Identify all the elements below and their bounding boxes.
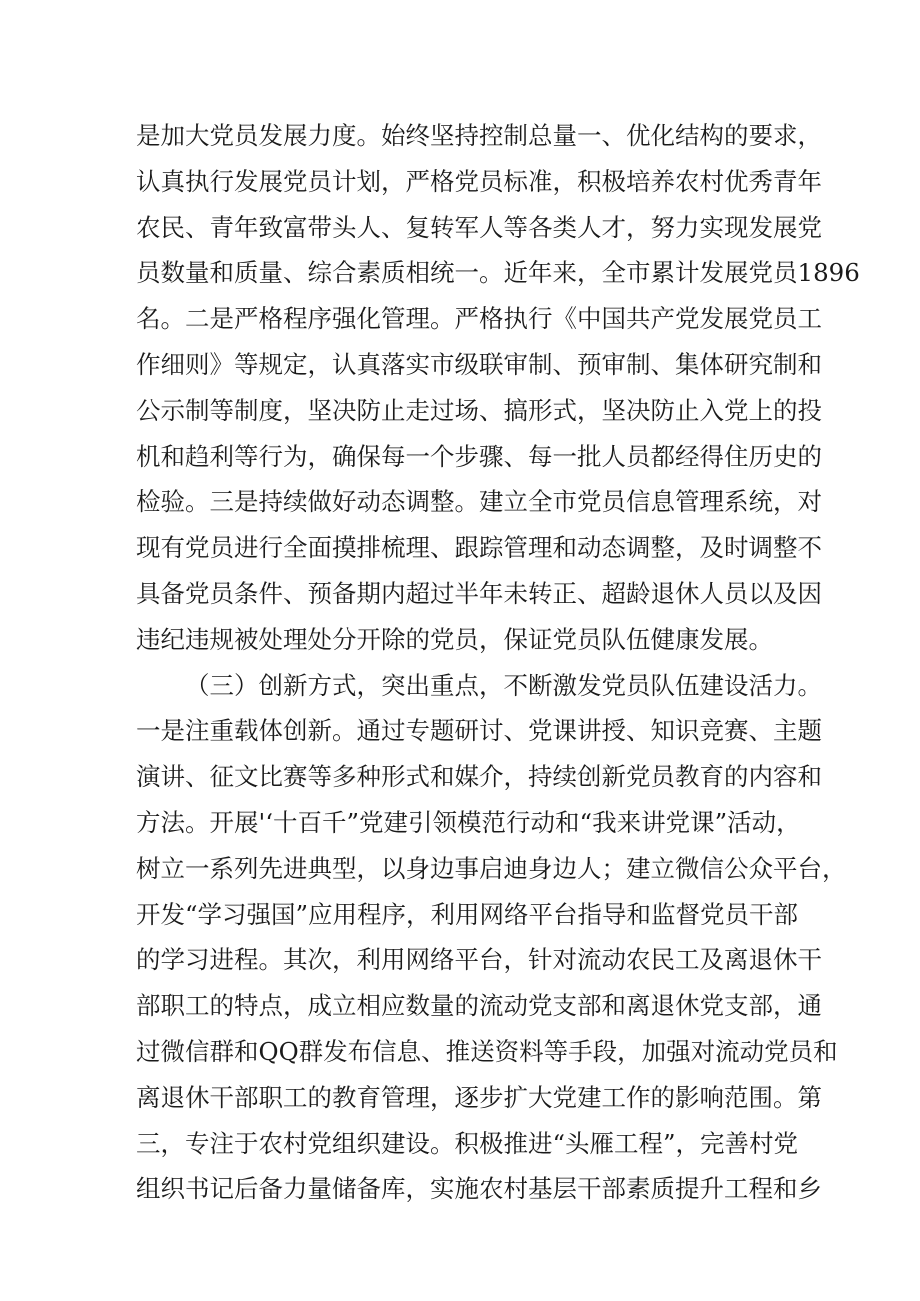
text-line: 树立一系列先进典型，以身边事启迪身边人；建立微信公众平台， xyxy=(136,853,847,883)
text-line: 公示制等制度，坚决防止走过场、搞形式，坚决防止入党上的投 xyxy=(136,395,822,425)
text-line: 演讲、征文比赛等多种形式和媒介，持续创新党员教育的内容和 xyxy=(136,762,822,792)
text-line: 机和趋利等行为，确保每一个步骤、每一批人员都经得住历史的 xyxy=(136,441,822,471)
text-line: 现有党员进行全面摸排梳理、跟踪管理和动态调整，及时调整不 xyxy=(136,533,822,563)
text-line: 组织书记后备力量储备库，实施农村基层干部素质提升工程和乡 xyxy=(136,1174,822,1204)
text-line: 员数量和质量、综合素质相统一。近年来，全市累计发展党员1896 xyxy=(136,258,860,288)
text-line: 具备党员条件、预备期内超过半年未转正、超龄退休人员以及因 xyxy=(136,578,822,608)
text-line: 开发“学习强国”应用程序，利用网络平台指导和监督党员干部 xyxy=(136,899,799,929)
text-line: 部职工的特点，成立相应数量的流动党支部和离退休党支部，通 xyxy=(136,991,822,1021)
text-line: 农民、青年致富带头人、复转军人等各类人才，努力实现发展党 xyxy=(136,212,822,242)
text-line: 名。二是严格程序强化管理。严格执行《中国共产党发展党员工 xyxy=(136,304,822,334)
body-text xyxy=(136,113,860,1212)
text-line: 检验。三是持续做好动态调整。建立全市党员信息管理系统，对 xyxy=(136,487,822,517)
text-line: 的学习进程。其次，利用网络平台，针对流动农民工及离退休干 xyxy=(136,945,822,975)
text-line: 认真执行发展党员计划，严格党员标准，积极培养农村优秀青年 xyxy=(136,166,822,196)
text-line: 离退休干部职工的教育管理，逐步扩大党建工作的影响范围。第 xyxy=(136,1082,822,1112)
text-line: 违纪违规被处理处分开除的党员，保证党员队伍健康发展。 xyxy=(136,624,773,654)
text-line: 方法。开展'‘十百千”党建引领模范行动和“我来讲党课”活动， xyxy=(136,807,801,837)
text-line: 一是注重载体创新。通过专题研讨、党课讲授、知识竞赛、主题 xyxy=(136,716,822,746)
text-line: 是加大党员发展力度。始终坚持控制总量一、优化结构的要求， xyxy=(136,121,822,150)
text-line: 过微信群和QQ群发布信息、推送资料等手段，加强对流动党员和 xyxy=(136,1036,838,1066)
text-line: 作细则》等规定，认真落实市级联审制、预审制、集体研究制和 xyxy=(136,349,822,379)
text-line: 三，专注于农村党组织建设。积极推进“头雁工程”，完善村党 xyxy=(136,1128,799,1158)
section-heading: （三）创新方式，突出重点，不断激发党员队伍建设活力。 xyxy=(185,670,822,700)
